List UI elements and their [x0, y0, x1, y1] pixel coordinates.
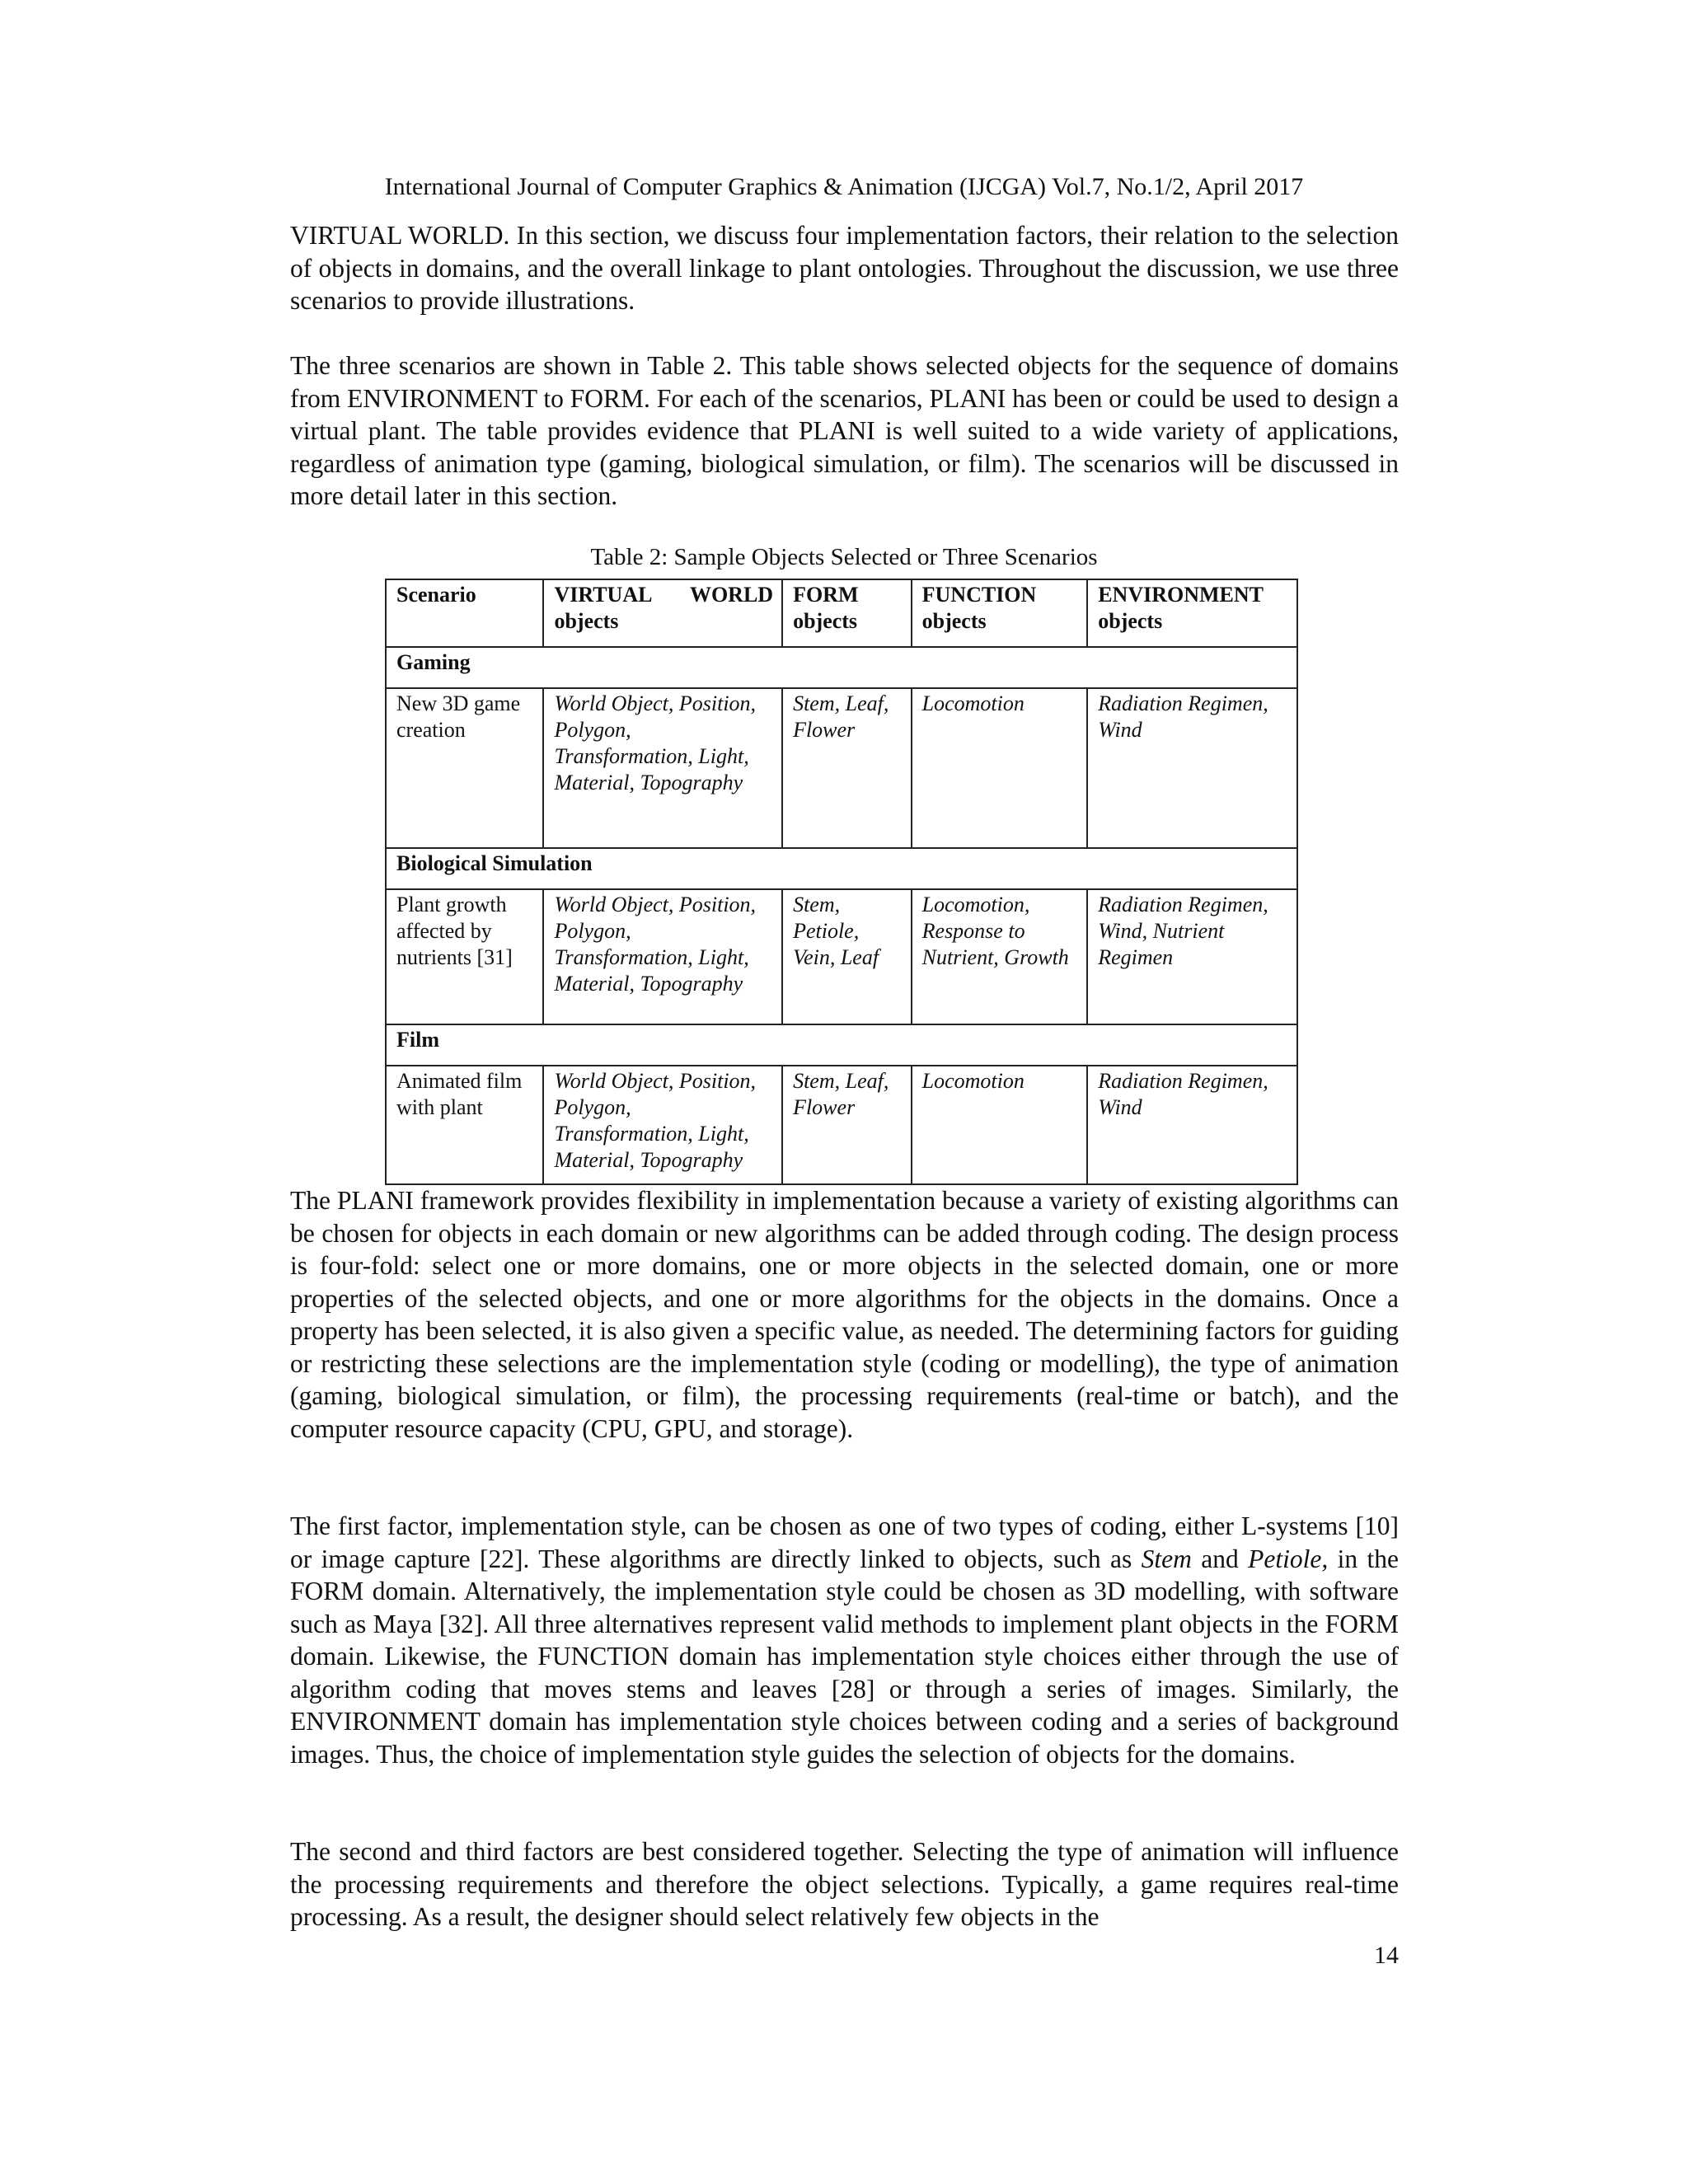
section-row-gaming — [386, 647, 1297, 688]
cell-form: Stem, Leaf, Flower — [782, 688, 912, 848]
section-title: Gaming — [386, 647, 1297, 688]
header-scenario: Scenario — [386, 579, 543, 647]
section-title: Film — [386, 1024, 1297, 1066]
para4-text-b: and — [1191, 1544, 1249, 1573]
para4-text-a: The first factor, implementation style, can be chosen as one of two types of coding, either L-systems [10] or image capture [22]. These algorithms are directly linked to objects, such as — [290, 1511, 1399, 1573]
cell-environment: Radiation Regimen, Wind — [1087, 1066, 1297, 1184]
cell-scenario: Plant growth affected by nutrients [31] — [386, 889, 543, 1024]
section-title: Biological Simulation — [386, 848, 1297, 889]
paragraph-3: The PLANI framework provides flexibility in implementation because a variety of existing algorithms can be chosen for objects in each domain or new algorithms can be added through coding. The design process is four-fold: select one or more domains, one or more objects in the selected domain, one or more properties of the selected objects, and one or more algorithms for the objects in the domains. Once a property has been selected, it is also given a specific value, as needed. The determining factors for guiding or restricting these selections are the implementation style (coding or modelling), the type of animation (gaming, biological simulation, or film), the processing requirements (real-time or batch), and the computer resource capacity (CPU, GPU, and storage). — [290, 1186, 1399, 1443]
header-virtual-word: VIRTUAL — [554, 583, 653, 607]
cell-environment: Radiation Regimen, Wind — [1087, 688, 1297, 848]
paragraph-1: VIRTUAL WORLD. In this section, we discuss four implementation factors, their relation to the selection of objects in domains, and the overall linkage to plant ontologies. Throughout the discussion, we use three scenarios to provide illustrations. — [290, 221, 1399, 315]
para4-stem-term: Stem — [1141, 1544, 1192, 1573]
section-row-biological-simulation — [386, 848, 1297, 889]
header-virtual-world — [543, 579, 782, 647]
table-row — [386, 889, 1297, 1024]
header-world-word: WORLD — [689, 583, 774, 607]
header-environment: ENVIRONMENT objects — [1087, 579, 1297, 647]
para4-text-c: in the FORM domain. Alternatively, the implementation style could be chosen as 3D modelling, with software such as Maya [32]. All three alternatives represent valid methods to implement plant objects in the FORM domain. Likewise, the FUNCTION domain has implementation style choices either through the use of algorithm coding that moves stems and leaves [28] or through a series of images. Similarly, the ENVIRONMENT domain has implementation style choices between coding and a series of background images. Thus, the choice of implementation style guides the selection of objects for the domains. — [290, 1544, 1399, 1769]
cell-scenario: Animated film with plant — [386, 1066, 543, 1184]
table-caption: Table 2: Sample Objects Selected or Three Scenarios — [590, 544, 1098, 570]
table-header-row — [386, 579, 1297, 647]
header-form: FORM objects — [782, 579, 912, 647]
cell-function: Locomotion — [912, 1066, 1088, 1184]
cell-scenario: New 3D game creation — [386, 688, 543, 848]
table-row — [386, 1066, 1297, 1184]
cell-virtual-world: World Object, Position, Polygon, Transformation, Light, Material, Topography — [543, 1066, 782, 1184]
para4-petiole-term: Petiole, — [1248, 1544, 1329, 1573]
cell-function: Locomotion, Response to Nutrient, Growth — [912, 889, 1088, 1024]
header-objects-word: objects — [554, 609, 619, 633]
section-row-film — [386, 1024, 1297, 1066]
cell-form: Stem, Leaf, Flower — [782, 1066, 912, 1184]
header-function: FUNCTION objects — [912, 579, 1088, 647]
cell-environment: Radiation Regimen, Wind, Nutrient Regimen — [1087, 889, 1297, 1024]
page-number: 14 — [1374, 1942, 1399, 1969]
cell-form: Stem, Petiole, Vein, Leaf — [782, 889, 912, 1024]
paragraph-4 — [290, 1510, 1399, 1770]
scenario-table — [385, 579, 1298, 1185]
paragraph-2: The three scenarios are shown in Table 2. This table shows selected objects for the sequence of domains from ENVIRONMENT to FORM. For each of the scenarios, PLANI has been or could be used to design a virtual plant. The table provides evidence that PLANI is well suited to a wide variety of applications, regardless of animation type (gaming, biological simulation, or film). The scenarios will be discussed in more detail later in this section. — [290, 351, 1399, 510]
paragraph-5: The second and third factors are best considered together. Selecting the type of animation will influence the processing requirements and therefore the object selections. Typically, a game requires real-time processing. As a result, the designer should select relatively few objects in the — [290, 1837, 1399, 1931]
table-row — [386, 688, 1297, 848]
cell-function: Locomotion — [912, 688, 1088, 848]
cell-virtual-world: World Object, Position, Polygon, Transformation, Light, Material, Topography — [543, 889, 782, 1024]
journal-header: International Journal of Computer Graphics & Animation (IJCGA) Vol.7, No.1/2, April 2017 — [384, 173, 1304, 200]
cell-virtual-world: World Object, Position, Polygon, Transformation, Light, Material, Topography — [543, 688, 782, 848]
